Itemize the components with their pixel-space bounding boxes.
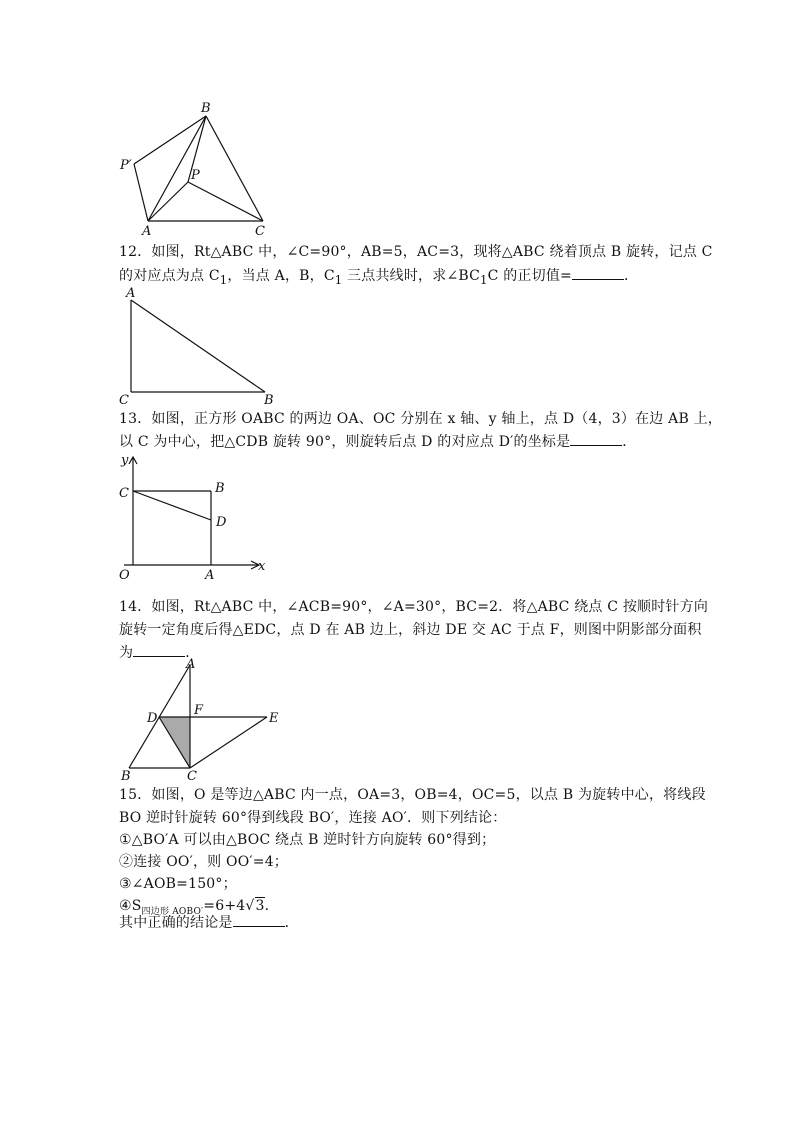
q15-item4-end: ． [264,898,279,914]
q14-label-a: A [186,657,196,672]
q14-label-d: D [147,711,158,726]
q14-label-f: F [194,703,204,718]
q13-text-end: ． [622,434,637,450]
q15-item4-sub: 四边形 AOBO′ [141,906,204,917]
q12-sub1: 1 [219,272,228,287]
q13-label-y: y [121,453,129,468]
q15-item4-s: ④S [119,898,142,914]
q13-answer-blank[interactable] [570,432,622,446]
q15-item2: ②连接 OO′，则 OO′=4； [119,854,289,870]
q13-figure [112,452,272,586]
q15-conclusion-end: ． [284,915,299,931]
q12-text-d: C 的正切值= [487,268,572,284]
q13-label-b: B [215,481,225,496]
q12-line1: 12．如图，Rt△ABC 中，∠C=90°，AB=5，AC=3，现将△ABC 绕着顶点 B 旋转，记点 C [119,244,713,260]
q15-item4-value: =6+4 [203,898,246,914]
q14-text-end: ． [185,645,200,661]
q15-conclusion [119,913,299,933]
q14-label-c: C [187,769,197,784]
q14-line2: 旋转一定角度后得△EDC，点 D 在 AB 边上，斜边 DE 交 AC 于点 F，则图中阴影部分面积 [119,622,702,638]
q12-label-c: C [119,393,129,408]
q13-line1: 13．如图，正方形 OABC 的两边 OA、OC 分别在 x 轴、y 轴上，点 D（4，3）在边 AB 上， [119,411,722,427]
q12-text-end: ． [623,268,639,284]
q14-answer-blank[interactable] [133,643,185,657]
q13-line2 [119,432,637,452]
q11-label-p-prime: P′ [120,158,132,173]
q12-sub2: 1 [334,272,343,287]
q13-label-x: x [258,559,266,574]
q15-line2: BO 逆时针旋转 60°得到线段 BO′，连接 AO′．则下列结论： [119,810,507,826]
q13-label-c: C [119,486,129,501]
q14-label-b: B [121,769,131,784]
q15-line1: 15．如图，O 是等边△ABC 内一点，OA=3，OB=4，OC=5，以点 B 为旋转中心，将线段 [119,787,706,803]
q12-sub3: 1 [480,272,488,287]
q14-figure [112,656,292,786]
q12-label-b: B [264,393,274,408]
q12-text-a: 的对应点为点 C [119,268,220,284]
q11-label-a: A [142,224,152,239]
q13-text: 以 C 为中心，把△CDB 旋转 90°，则旋转后点 D 的对应点 D′的坐标是 [119,434,571,450]
q15-item4-radicand: 3 [255,898,265,914]
q15-conclusion-text: 其中正确的结论是 [119,915,233,931]
q12-figure [112,284,282,406]
q12-answer-blank[interactable] [572,266,624,280]
q12-text-c: 三点共线时，求∠BC [342,268,481,284]
q14-label-e: E [269,711,279,726]
q13-label-o: O [119,568,130,583]
q12-label-a: A [126,286,136,301]
q11-label-b: B [201,101,211,116]
q11-label-c: C [255,224,265,239]
q15-answer-blank[interactable] [233,913,285,927]
q13-label-d: D [216,515,227,530]
q14-text: 为 [119,645,134,661]
q11-figure [110,98,280,238]
q11-label-p: P [191,168,200,183]
q15-item3: ③∠AOB=150°； [119,876,237,892]
q14-line1: 14．如图，Rt△ABC 中，∠ACB=90°，∠A=30°，BC=2．将△ABC 绕点 C 按顺时针方向 [119,599,709,615]
q15-item1: ①△BO′A 可以由△BOC 绕点 B 逆时针方向旋转 60°得到； [119,832,496,848]
sqrt-icon: √ [245,898,255,914]
q12-text-b: ，当点 A，B，C [227,268,335,284]
q13-label-a: A [205,568,215,583]
